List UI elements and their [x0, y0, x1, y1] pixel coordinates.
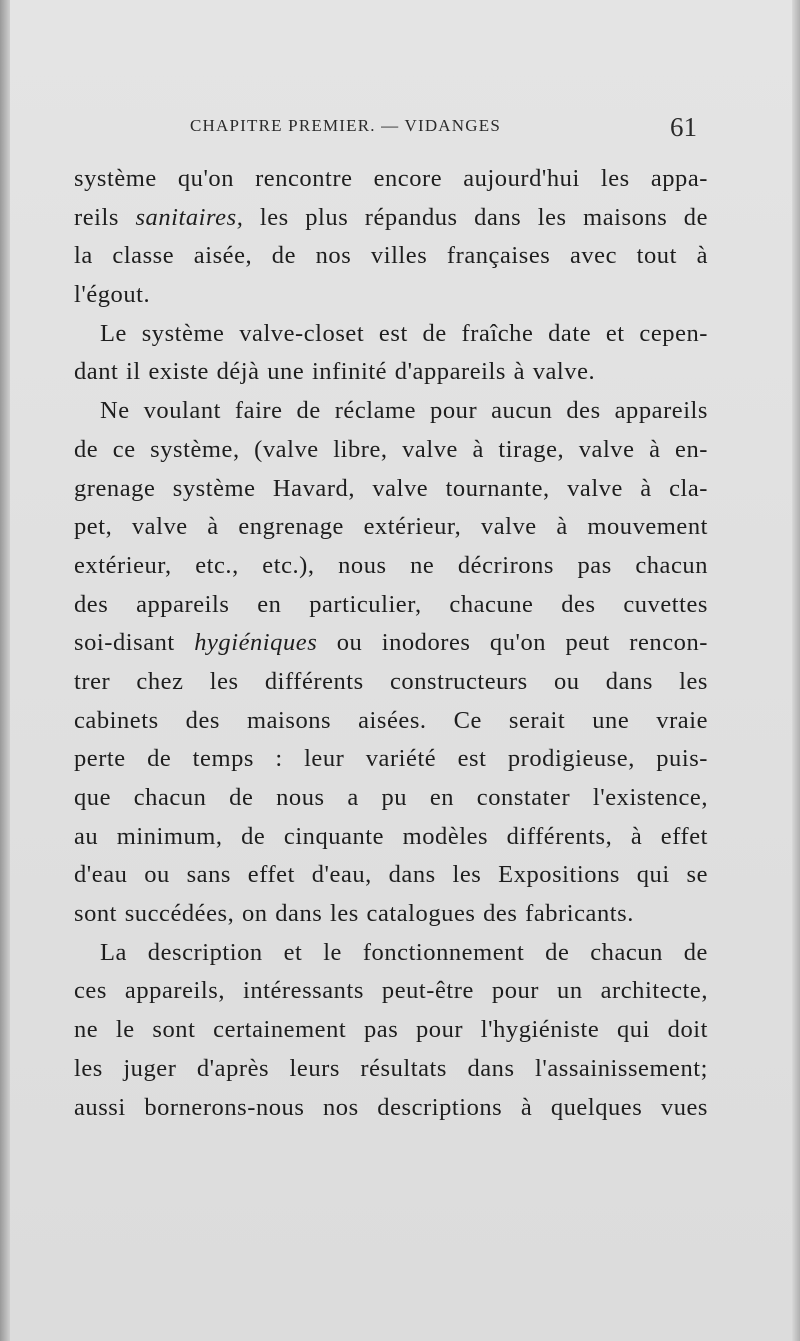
text-fragment: les plus répandus dans les maisons de — [259, 203, 709, 231]
text-line: pet, valve à engrenage extérieur, valve à mouvement — [74, 513, 708, 541]
text-line: de ce système, (valve libre, valve à tirage, valve à en- — [74, 435, 708, 463]
page-left-edge-shadow — [0, 0, 10, 1341]
page-header — [0, 112, 800, 146]
text-line: d'eau ou sans effet d'eau, dans les Expositions qui se — [74, 861, 708, 889]
text-line: perte de temps : leur variété est prodigieuse, puis- — [74, 745, 708, 773]
text-line: système qu'on rencontre encore aujourd'hui les appa- — [74, 165, 708, 192]
text-fragment: ou inodores qu'on peut rencon- — [336, 629, 708, 657]
text-line: grenage système Havard, valve tournante, valve à cla- — [74, 474, 708, 502]
text-line: ces appareils, intéressants peut-être pour un architecte, — [74, 977, 708, 1005]
text-line: que chacun de nous a pu en constater l'existence, — [74, 784, 708, 811]
page-number: 61 — [670, 112, 697, 142]
text-line: l'égout. — [74, 281, 151, 309]
text-fragment: soi-disant — [74, 629, 175, 657]
text-line: La description et le fonctionnement de chacun de — [100, 938, 708, 966]
text-line: cabinets des maisons aisées. Ce serait une vraie — [74, 706, 708, 734]
page-right-edge-shadow — [792, 0, 800, 1341]
text-fragment: reils — [74, 203, 119, 231]
running-head: CHAPITRE PREMIER. — VIDANGES — [190, 116, 501, 135]
text-line: des appareils en particulier, chacune des cuvettes — [74, 590, 708, 618]
text-line: extérieur, etc., etc.), nous ne décrirons pas chacun — [74, 551, 708, 579]
italic-term: sanitaires, — [135, 203, 244, 231]
text-line — [74, 199, 708, 238]
body-text — [74, 160, 708, 1127]
text-line: sont succédées, on dans les catalogues des fabricants. — [74, 900, 634, 928]
text-line: trer chez les différents constructeurs ou dans les — [74, 667, 708, 695]
text-line — [74, 624, 708, 663]
italic-term: hygiéniques — [194, 629, 318, 657]
text-line: aussi bornerons-nous nos descriptions à quelques vues — [74, 1093, 708, 1121]
text-line: Le système valve-closet est de fraîche date et cepen- — [100, 319, 708, 347]
text-line: les juger d'après leurs résultats dans l'assainissement; — [74, 1054, 708, 1082]
text-line: dant il existe déjà une infinité d'appareils à valve. — [74, 358, 596, 386]
text-line: la classe aisée, de nos villes françaises avec tout à — [74, 242, 708, 270]
text-line: Ne voulant faire de réclame pour aucun des appareils — [100, 397, 708, 425]
text-line: ne le sont certainement pas pour l'hygiéniste qui doit — [74, 1016, 708, 1044]
text-line: au minimum, de cinquante modèles différents, à effet — [74, 822, 708, 850]
